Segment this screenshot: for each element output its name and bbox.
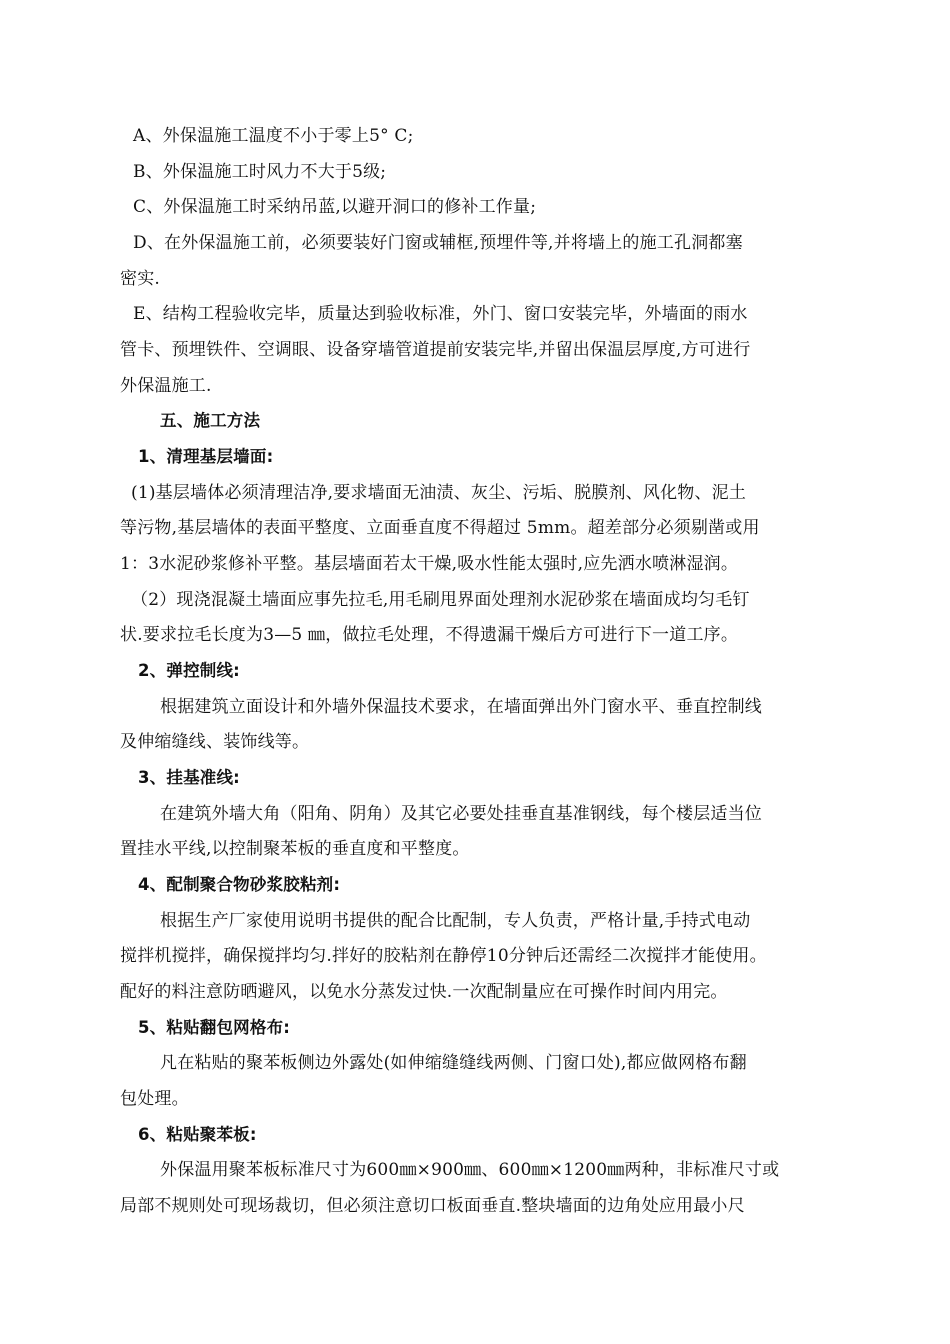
text-line: 外保温用聚苯板标准尺寸为600㎜×900㎜、600㎜×1200㎜两种，非标准尺寸或	[160, 1160, 780, 1180]
text-line: （2）现浇混凝土墙面应事先拉毛,用毛刷甩界面处理剂水泥砂浆在墙面成均匀毛钉	[131, 590, 750, 610]
text-line: 状.要求拉毛长度为3—5 ㎜，做拉毛处理，不得遗漏干燥后方可进行下一道工序。	[120, 625, 739, 645]
text-line: 置挂水平线,以控制聚苯板的垂直度和平整度。	[120, 839, 470, 859]
text-line: 凡在粘贴的聚苯板侧边外露处(如伸缩缝缝线两侧、门窗口处),都应做网格布翻	[160, 1053, 747, 1073]
text-line: (1)基层墙体必须清理洁净,要求墙面无油渍、灰尘、污垢、脱膜剂、风化物、泥土	[131, 483, 747, 503]
text-line: 1：3水泥砂浆修补平整。基层墙面若太干燥,吸水性能太强时,应先洒水喷淋湿润。	[120, 554, 739, 574]
text-line: 外保温施工.	[120, 376, 212, 396]
text-line: D、在外保温施工前，必须要装好门窗或辅框,预埋件等,并将墙上的施工孔洞都塞	[133, 233, 743, 253]
subsection-heading: 4、配制聚合物砂浆胶粘剂:	[138, 875, 341, 894]
subsection-heading: 2、弹控制线:	[138, 661, 240, 680]
text-line: 根据建筑立面设计和外墙外保温技术要求，在墙面弹出外门窗水平、垂直控制线	[160, 697, 762, 717]
section-heading: 五、施工方法	[160, 411, 261, 430]
text-line: 在建筑外墙大角（阳角、阴角）及其它必要处挂垂直基准钢线，每个楼层适当位	[160, 804, 762, 824]
text-line: 搅拌机搅拌，确保搅拌均匀.拌好的胶粘剂在静停10分钟后还需经二次搅拌才能使用。	[120, 946, 767, 966]
text-line: 管卡、预埋铁件、空调眼、设备穿墙管道提前安装完毕,并留出保温层厚度,方可进行	[120, 340, 751, 360]
text-line: 等污物,基层墙体的表面平整度、立面垂直度不得超过 5mm。超差部分必须剔凿或用	[120, 518, 760, 538]
subsection-heading: 5、粘贴翻包网格布:	[138, 1018, 291, 1037]
text-line: 配好的料注意防晒避风，以免水分蒸发过快.一次配制量应在可操作时间内用完。	[120, 982, 728, 1002]
text-line: 局部不规则处可现场裁切，但必须注意切口板面垂直.整块墙面的边角处应用最小尺	[120, 1196, 745, 1216]
text-line: E、结构工程验收完毕，质量达到验收标准，外门、窗口安装完毕，外墙面的雨水	[133, 304, 748, 324]
text-line: 包处理。	[120, 1089, 189, 1109]
text-line: 密实.	[120, 269, 161, 289]
subsection-heading: 6、粘贴聚苯板:	[138, 1125, 257, 1144]
text-line: 根据生产厂家使用说明书提供的配合比配制，专人负责，严格计量,手持式电动	[160, 911, 751, 931]
subsection-heading: 1、清理基层墙面:	[138, 447, 274, 466]
text-line: B、外保温施工时风力不大于5级;	[133, 162, 387, 182]
text-line: 及伸缩缝线、装饰线等。	[120, 732, 310, 752]
text-line: A、外保温施工温度不小于零上5° C;	[133, 126, 414, 146]
subsection-heading: 3、挂基准线:	[138, 768, 240, 787]
text-line: C、外保温施工时采纳吊蓝,以避开洞口的修补工作量;	[133, 197, 537, 217]
